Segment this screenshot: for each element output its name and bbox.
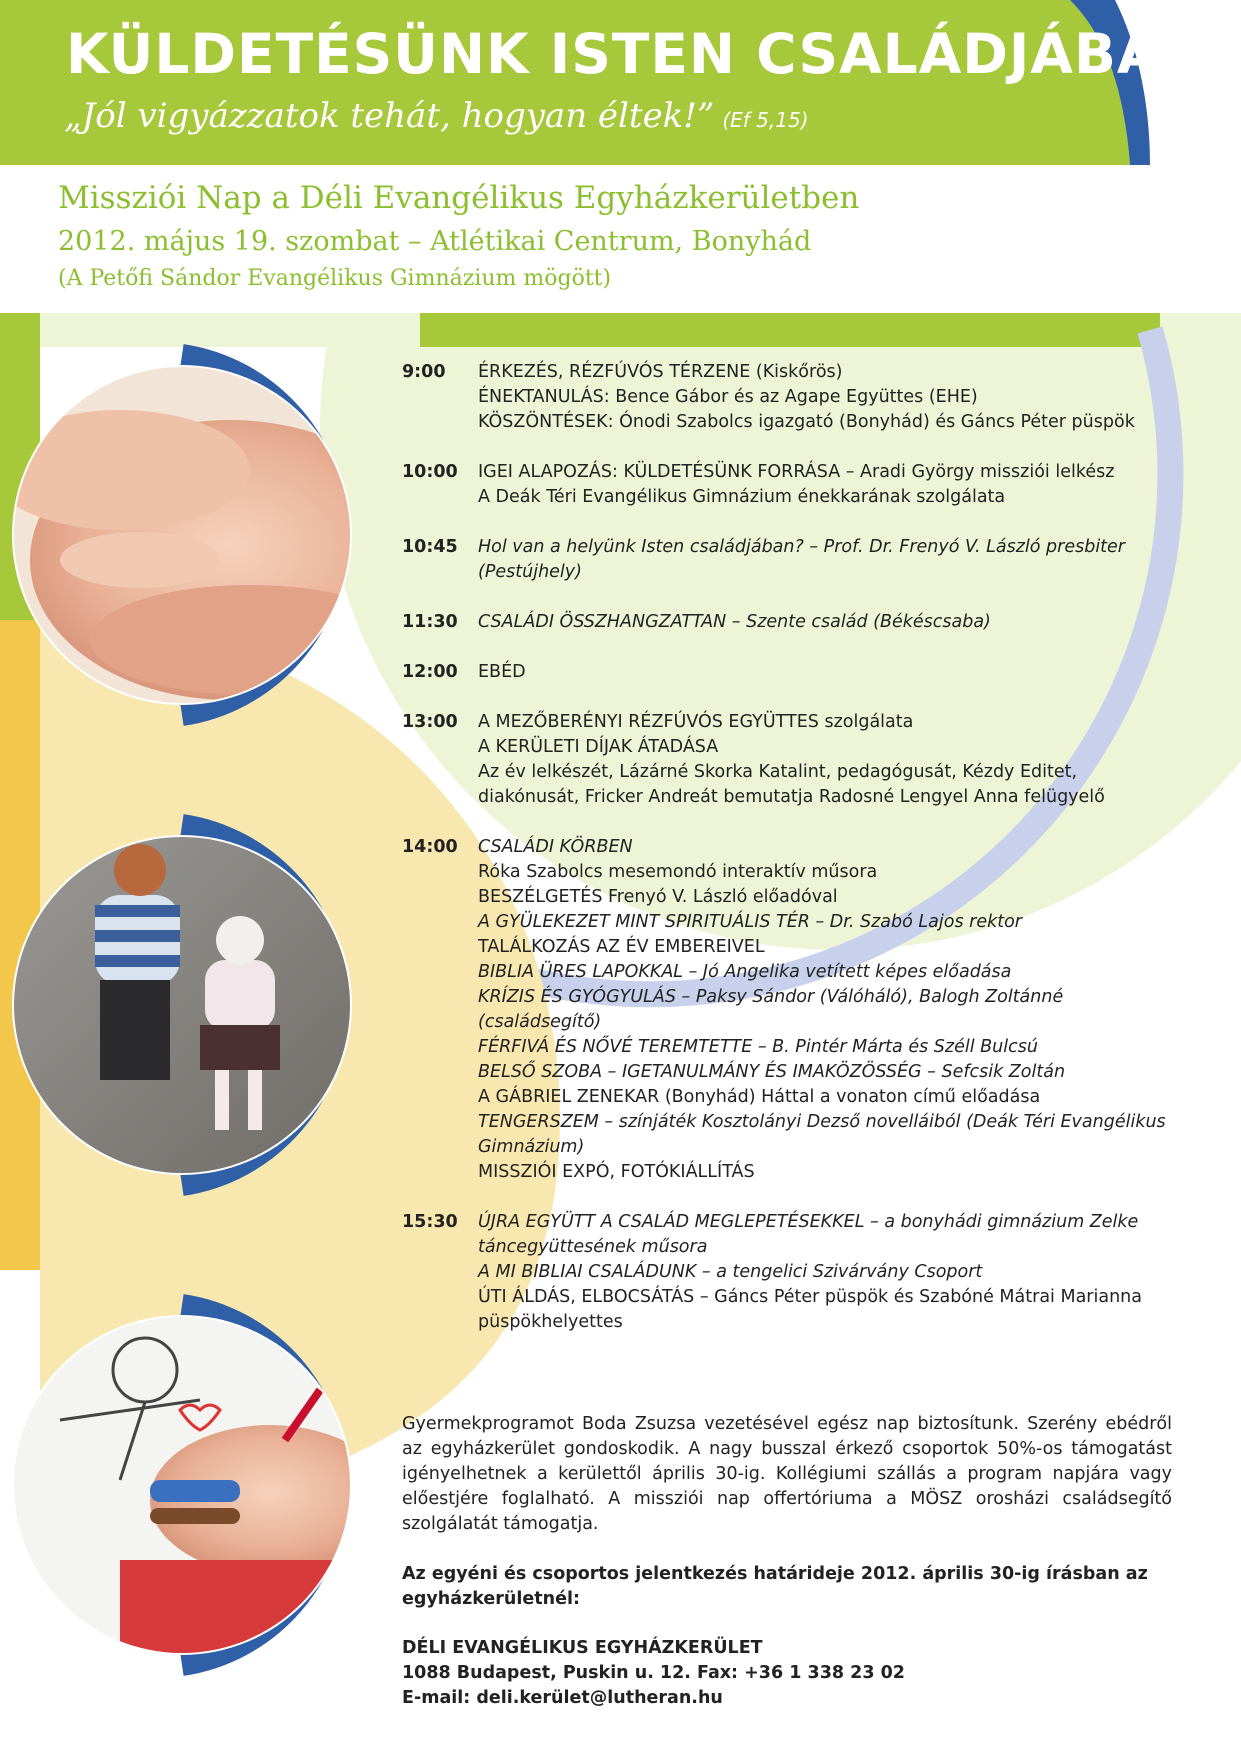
schedule-time: 12:00 [402,662,458,682]
schedule-line: Hol van a helyünk Isten családjában? – Prof. Dr. Frenyó V. László presbiter (Pestújhely) [478,537,1126,582]
schedule-line: A GYÜLEKEZET MINT SPIRITUÁLIS TÉR – Dr. Szabó Lajos rektor [478,912,1022,932]
schedule-line: A MI BIBLIAI CSALÁDUNK – a tengelici Szivárvány Csoport [478,1262,983,1282]
program-schedule [402,360,1172,1360]
schedule-line: A GÁBRIEL ZENEKAR (Bonyhád) Háttal a vonaton című előadása [478,1087,1041,1107]
schedule-time: 13:00 [402,712,458,732]
schedule-time: 14:00 [402,837,458,857]
schedule-line: TENGERSZEM – színjáték Kosztolányi Dezső novelláiból (Deák Téri Evangélikus Gimnázium) [478,1112,1166,1157]
page-title: KÜLDETÉSÜNK ISTEN CSALÁDJÁBAN [66,22,1208,86]
schedule-time: 11:30 [402,612,458,632]
schedule-line: ÉNEKTANULÁS: Bence Gábor és az Agape Együttes (EHE) [478,387,978,407]
schedule-item [402,1210,1172,1335]
schedule-time: 10:00 [402,462,458,482]
schedule-item [402,460,1172,510]
schedule-line: BESZÉLGETÉS Frenyó V. László előadóval [478,887,838,907]
schedule-line: KRÍZIS ÉS GYÓGYULÁS – Paksy Sándor (Válóháló), Balogh Zoltánné (családsegítő) [478,987,1064,1032]
schedule-item [402,660,1172,685]
schedule-line: ÚJRA EGYÜTT A CSALÁD MEGLEPETÉSEKKEL – a bonyhádi gimnázium Zelke táncegyüttesének műsora [478,1212,1139,1257]
schedule-line: Az év lelkészét, Lázárné Skorka Katalint, pedagógusát, Kézdy Editet, diakónusát, Fricker Andreát bemutatja Radosné Lengyel Anna felügyelő [478,762,1105,807]
schedule-line: FÉRFIVÁ ÉS NŐVÉ TEREMTETTE – B. Pintér Márta és Széll Bulcsú [478,1037,1038,1057]
schedule-line: BELSŐ SZOBA – IGETANULMÁNY ÉS IMAKÖZÖSSÉG – Sefcsik Zoltán [478,1062,1066,1082]
schedule-item [402,610,1172,635]
event-name: Missziói Nap a Déli Evangélikus Egyházkerületben [58,180,860,216]
quote-text: „Jól vigyázzatok tehát, hogyan éltek!” [64,96,715,136]
event-date-location: 2012. május 19. szombat – Atlétikai Centrum, Bonyhád [58,226,812,257]
schedule-item [402,535,1172,585]
schedule-time: 15:30 [402,1212,458,1232]
registration-deadline: Az egyéni és csoportos jelentkezés határideje 2012. április 30-ig írásban az egyházkerületnél: [402,1564,1148,1609]
schedule-line: A MEZŐBERÉNYI RÉZFÚVÓS EGYÜTTES szolgálata [478,712,914,732]
schedule-item [402,360,1172,435]
schedule-item [402,835,1172,1185]
schedule-time: 9:00 [402,362,446,382]
schedule-line: IGEI ALAPOZÁS: KÜLDETÉSÜNK FORRÁSA – Aradi György missziói lelkész [478,462,1115,482]
schedule-line: KÖSZÖNTÉSEK: Ónodi Szabolcs igazgató (Bonyhád) és Gáncs Péter püspök [478,412,1135,432]
schedule-line: ÉRKEZÉS, RÉZFÚVÓS TÉRZENE (Kiskőrös) [478,362,843,382]
contact-block [402,1636,1172,1711]
event-location-note: (A Petőfi Sándor Evangélikus Gimnázium mögött) [58,266,612,291]
header-quote [64,96,809,136]
info-paragraph: Gyermekprogramot Boda Zsuzsa vezetésével egész nap biztosítunk. Szerény ebédről az egyházkerület gondoskodik. A nagy busszal érkező csoportok 50%-os támogatást igényelhetnek a kerülettől április 30-ig. Kollégiumi szállás a program napjára vagy előestjére foglalható. A missziói nap offertóriuma a MÖSZ orosházi családsegítő szolgálatát támogatja. [402,1414,1172,1534]
schedule-line: MISSZIÓI EXPÓ, FOTÓKIÁLLÍTÁS [478,1162,755,1182]
schedule-line: BIBLIA ÜRES LAPOKKAL – Jó Angelika vetített képes előadása [478,962,1012,982]
schedule-time: 10:45 [402,537,458,557]
schedule-line: TALÁLKOZÁS AZ ÉV EMBEREIVEL [478,937,765,957]
contact-organization: DÉLI EVANGÉLIKUS EGYHÁZKERÜLET [402,1638,763,1658]
schedule-item [402,710,1172,810]
schedule-line: EBÉD [478,662,526,682]
contact-address: 1088 Budapest, Puskin u. 12. Fax: +36 1 338 23 02 [402,1663,905,1683]
schedule-line: A Deák Téri Evangélikus Gimnázium énekkarának szolgálata [478,487,1006,507]
schedule-line: ÚTI ÁLDÁS, ELBOCSÁTÁS – Gáncs Péter püspök és Szabóné Mátrai Marianna püspökhelyettes [478,1287,1142,1332]
schedule-line: A KERÜLETI DÍJAK ÁTADÁSA [478,737,719,757]
schedule-line: CSALÁDI ÖSSZHANGZATTAN – Szente család (Békéscsaba) [478,612,991,632]
schedule-line: Róka Szabolcs mesemondó interaktív műsora [478,862,878,882]
contact-email[interactable]: E-mail: deli.kerület@lutheran.hu [402,1688,723,1708]
quote-reference: (Ef 5,15) [722,108,809,132]
schedule-line: CSALÁDI KÖRBEN [478,837,633,857]
